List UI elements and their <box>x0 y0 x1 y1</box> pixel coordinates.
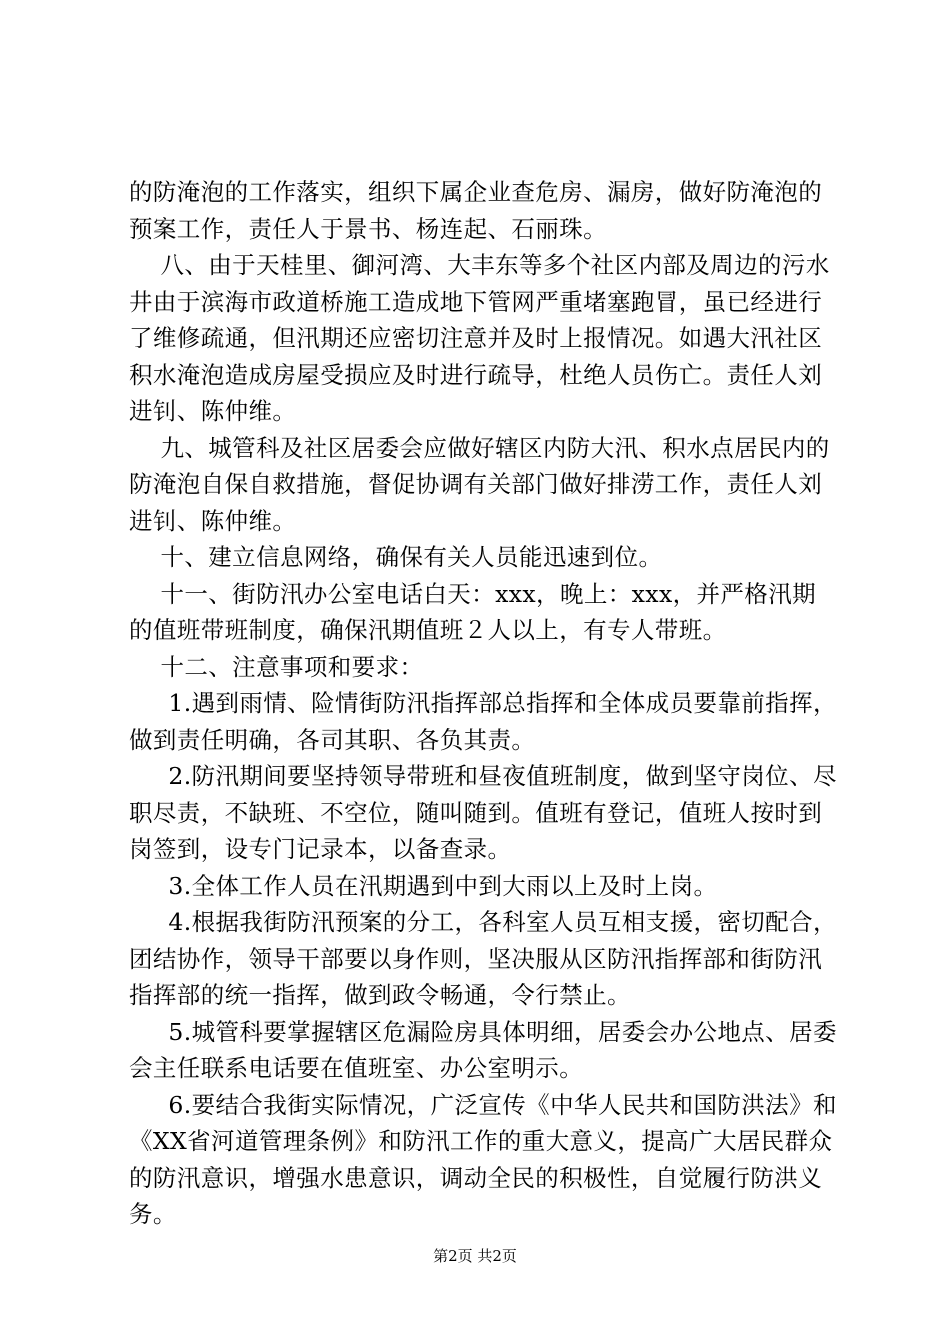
requirement-3: 3.全体工作人员在汛期遇到中到大雨以上及时上岗。 <box>129 871 718 900</box>
paragraph-item-12: 十二、注意事项和要求： <box>129 652 424 681</box>
paragraph-item-10: 十、建立信息网络，确保有关人员能迅速到位。 <box>129 543 663 571</box>
paragraph-item-8: 八、由于天桂里、御河湾、大丰东等多个社区内部及周边的污水井由于滨海市政道桥施工造成地下管网严重堵塞跑冒，虽已经进行了维修疏通，但汛期还应密切注意并及时上报情况。如遇大汛社区积水淹泡造成房屋受损应及时进行疏导，杜绝人员伤亡。责任人刘进钊、陈仲维。 <box>129 251 830 425</box>
paragraph-item-9: 九、城管科及社区居委会应做好辖区内防大汛、积水点居民内的防淹泡自保自救措施，督促协调有关部门做好排涝工作，责任人刘进钊、陈仲维。 <box>129 433 830 535</box>
document-body <box>129 174 839 1233</box>
paragraph-continuation: 的防淹泡的工作落实，组织下属企业查危房、漏房，做好防淹泡的预案工作，责任人于景书、杨连起、石丽珠。 <box>129 178 823 243</box>
requirement-1: 1.遇到雨情、险情街防汛指挥部总指挥和全体成员要靠前指挥，做到责任明确，各司其职、各负其责。 <box>129 689 837 754</box>
requirement-5: 5.城管科要掌握辖区危漏险房具体明细，居委会办公地点、居委会主任联系电话要在值班室、办公室明示。 <box>129 1017 837 1082</box>
page-number-footer: 第2页 共2页 <box>433 1247 517 1265</box>
requirement-6: 6.要结合我街实际情况，广泛宣传《中华人民共和国防洪法》和《XX省河道管理条例》和防汛工作的重大意义，提高广大居民群众的防汛意识，增强水患意识，调动全民的积极性，自觉履行防洪义务。 <box>129 1090 837 1228</box>
requirement-4: 4.根据我街防汛预案的分工，各科室人员互相支援，密切配合，团结协作，领导干部要以身作则，坚决服从区防汛指挥部和街防汛指挥部的统一指挥，做到政令畅通，令行禁止。 <box>129 908 837 1009</box>
paragraph-item-11: 十一、街防汛办公室电话白天：xxx，晚上：xxx，并严格汛期的值班带班制度，确保汛期值班２人以上，有专人带班。 <box>129 579 817 644</box>
requirement-2: 2.防汛期间要坚持领导带班和昼夜值班制度，做到坚守岗位、尽职尽责，不缺班、不空位，随叫随到。值班有登记，值班人按时到岗签到，设专门记录本，以备查录。 <box>129 762 837 863</box>
